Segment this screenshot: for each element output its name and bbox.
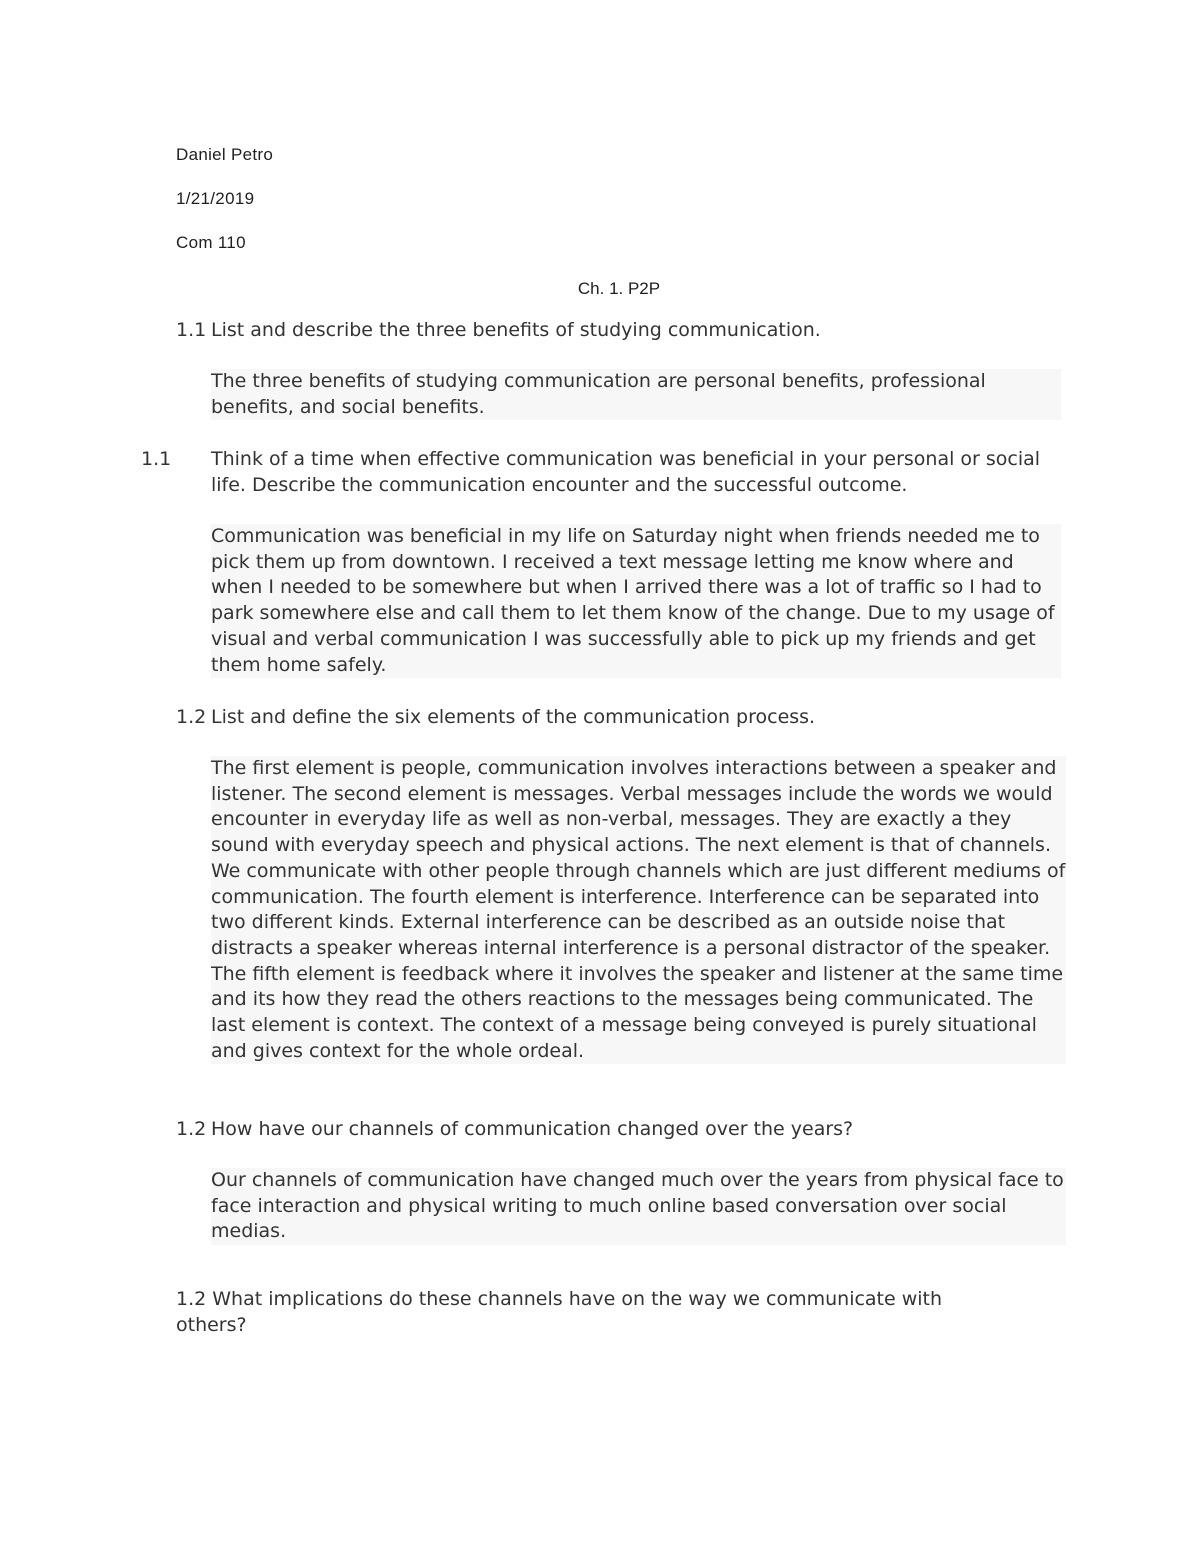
final-question: 1.2 What implications do these channels have on the way we communicate with others? xyxy=(176,1288,943,1336)
question-text: Think of a time when effective communication was beneficial in your personal or social life. Describe the communication encounter and the successful outcome. xyxy=(211,448,1041,496)
question-number: 1.1 xyxy=(176,319,207,341)
question-1 xyxy=(176,318,1076,344)
question-text: List and describe the three benefits of studying communication. xyxy=(211,319,821,341)
chapter-title: Ch. 1. P2P xyxy=(577,279,661,298)
question-2 xyxy=(141,447,1081,498)
question-4 xyxy=(176,1117,1076,1143)
course: Com 110 xyxy=(176,233,246,252)
author-name: Daniel Petro xyxy=(176,145,274,164)
question-number: 1.2 xyxy=(176,1118,207,1140)
question-text: How have our channels of communication changed over the years? xyxy=(211,1118,854,1140)
answer-2: Communication was beneficial in my life on Saturday night when friends needed me to pick them up from downtown. I received a text message letting me know where and when I needed to be somewhere but when I arrived there was a lot of traffic so I had to park somewhere else and call them to let them know of the change. Due to my usage of visual and verbal communication I was successfully able to pick up my friends and get them home safely. xyxy=(211,524,1061,678)
answer-1: The three benefits of studying communication are personal benefits, professional benefits, and social benefits. xyxy=(211,369,1061,420)
question-text: List and define the six elements of the communication process. xyxy=(211,706,816,728)
answer-4: Our channels of communication have changed much over the years from physical face to face interaction and physical writing to much online based conversation over social medias. xyxy=(211,1168,1066,1245)
question-3 xyxy=(176,705,1076,731)
question-number: 1.2 xyxy=(176,706,207,728)
question-number: 1.1 xyxy=(141,448,172,470)
answer-3: The first element is people, communication involves interactions between a speaker and listener. The second element is messages. Verbal messages include the words we would encounter in everyday life as well as non-verbal, messages. They are exactly a they sound with everyday speech and physical actions. The next element is that of channels. We communicate with other people through channels which are just different mediums of communication. The fourth element is interference. Interference can be separated into two different kinds. External interference can be described as an outside noise that distracts a speaker whereas internal interference is a personal distractor of the speaker. The fifth element is feedback where it involves the speaker and listener at the same time and its how they read the others reactions to the messages being communicated. The last element is context. The context of a message being conveyed is purely situational and gives context for the whole ordeal. xyxy=(211,756,1066,1064)
date: 1/21/2019 xyxy=(176,189,255,208)
